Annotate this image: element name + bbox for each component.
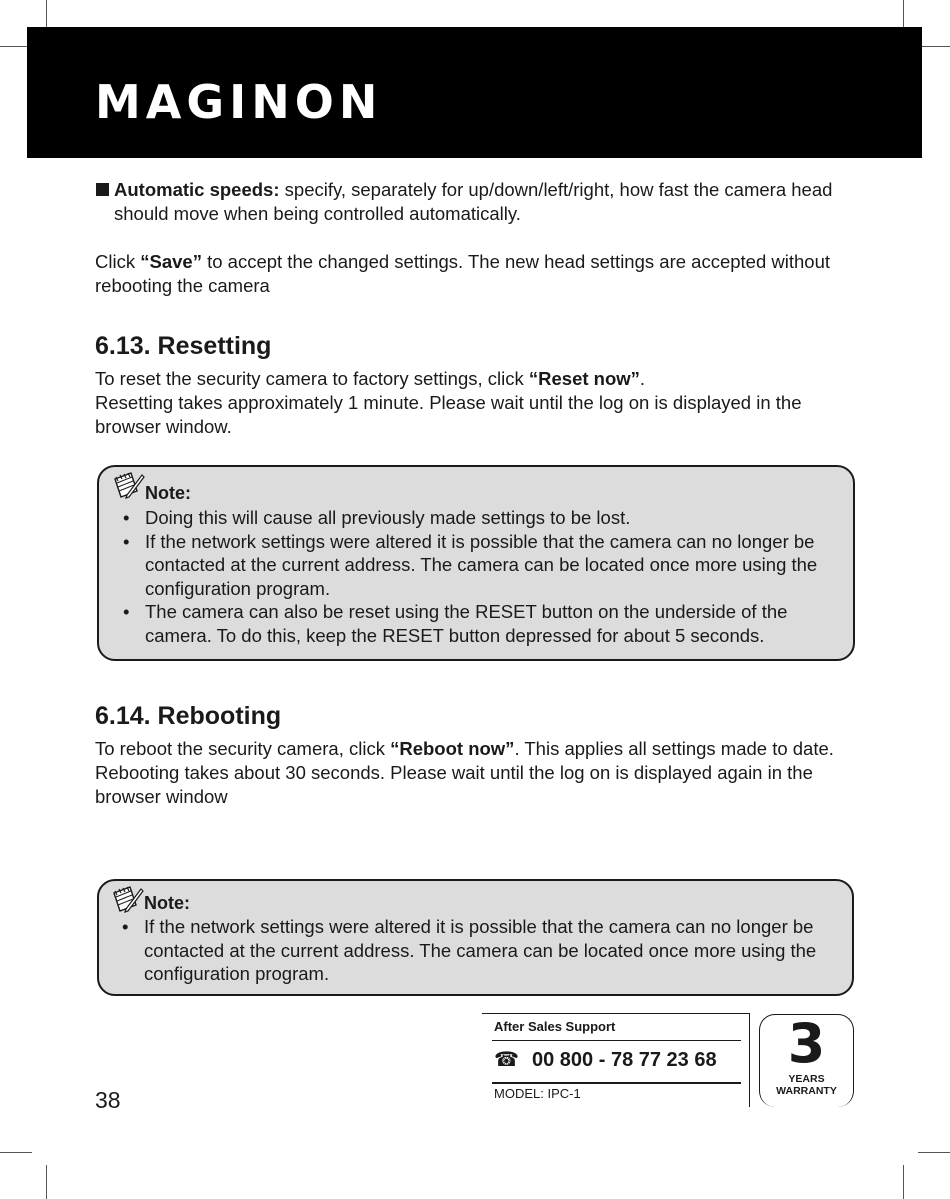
note-box [97, 879, 854, 996]
page-number: 38 [95, 1087, 121, 1113]
square-bullet-icon [96, 183, 109, 196]
note-title: Note: [144, 893, 190, 913]
note-item-text: Doing this will cause all previously made settings to be lost. [145, 507, 631, 528]
list-item [123, 600, 825, 647]
bullet-dot: • [123, 530, 130, 552]
crop-mark [918, 1152, 950, 1153]
rebooting-suffix: . This applies all settings made to date. Rebooting takes about 30 seconds. Please wait until the log on is displayed again in the browser window [95, 738, 834, 807]
resetting-line2: Resetting takes approximately 1 minute. Please wait until the log on is displayed in the browser window. [95, 392, 802, 437]
crop-mark [46, 1165, 47, 1199]
rebooting-prefix: To reboot the security camera, click [95, 738, 391, 759]
rebooting-paragraph [95, 737, 855, 809]
bullet-dot: • [122, 916, 129, 937]
reset-now-button-name: “Reset now” [528, 368, 640, 389]
model-number: MODEL: IPC-1 [494, 1086, 581, 1101]
section-title-resetting: 6.13. Resetting [95, 332, 272, 360]
save-paragraph-button-name: “Save” [140, 251, 202, 272]
notepad-pencil-icon [108, 883, 144, 917]
note-item-text: If the network settings were altered it is possible that the camera can no longer be contacted at the current address. The camera can be located once more using the configuration program. [145, 530, 818, 599]
divider [492, 1040, 741, 1041]
resetting-line1-suffix: . [639, 368, 646, 389]
warranty-years-label: YEARS [788, 1073, 825, 1085]
bullet-dot: • [123, 601, 130, 622]
list-item [123, 506, 825, 530]
list-item [123, 530, 825, 601]
support-title: After Sales Support [494, 1019, 616, 1034]
divider [492, 1082, 741, 1084]
warranty-badge [759, 1014, 854, 1107]
save-paragraph [95, 250, 855, 298]
brand-logo: MAGINON [95, 75, 383, 129]
note-box [97, 465, 855, 661]
save-paragraph-prefix: Click [95, 251, 141, 272]
note-list [123, 506, 825, 647]
phone-icon: ☎ [494, 1049, 519, 1071]
support-phone-number: 00 800 - 78 77 23 68 [532, 1049, 717, 1071]
note-item-text: The camera can also be reset using the RESET button on the underside of the camera. To do this, keep the RESET button depressed for about 5 seconds. [145, 601, 788, 646]
notepad-pencil-icon [109, 469, 145, 503]
save-paragraph-suffix: to accept the changed settings. The new head settings are accepted without rebooting the camera [95, 251, 830, 296]
crop-mark [903, 1165, 904, 1199]
resetting-paragraph [95, 367, 855, 439]
crop-mark [918, 46, 950, 47]
reboot-now-button-name: “Reboot now” [390, 738, 515, 759]
automatic-speeds-item [114, 178, 854, 226]
section-title-rebooting: 6.14. Rebooting [95, 702, 282, 730]
bullet-dot: • [123, 507, 130, 528]
automatic-speeds-label: Automatic speeds: [114, 179, 280, 200]
warranty-years-number: 3 [787, 1012, 826, 1075]
automatic-speeds-text: specify, separately for up/down/left/right, how fast the camera head should move when being controlled automatically. [114, 179, 833, 224]
warranty-label: WARRANTY [776, 1085, 837, 1097]
resetting-line1-prefix: To reset the security camera to factory settings, click [95, 368, 529, 389]
after-sales-support-box [482, 1013, 750, 1107]
list-item [122, 915, 824, 986]
note-title: Note: [145, 483, 191, 503]
note-list [122, 915, 824, 986]
note-item-text: If the network settings were altered it is possible that the camera can no longer be contacted at the current address. The camera can be located once more using the configuration program. [144, 916, 817, 984]
crop-mark [0, 1152, 32, 1153]
